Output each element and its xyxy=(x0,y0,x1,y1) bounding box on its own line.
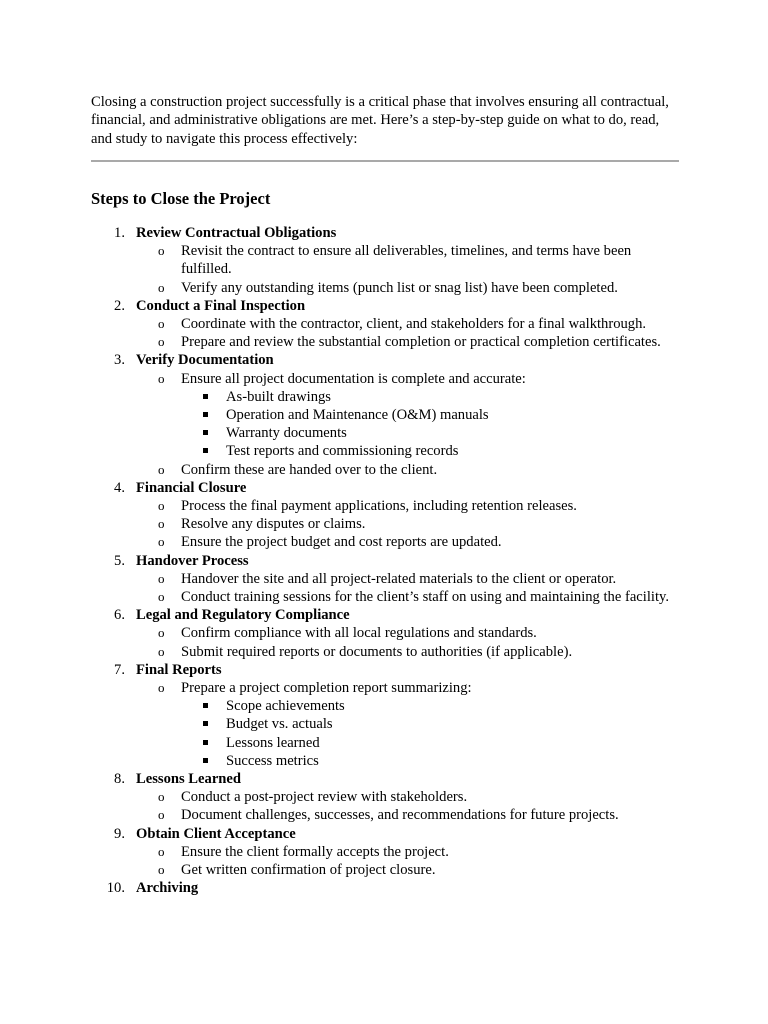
circle-bullet-icon: o xyxy=(158,625,165,641)
sub-list xyxy=(91,242,681,297)
nested-item-text: Budget vs. actuals xyxy=(226,716,333,733)
step-title: Obtain Client Acceptance xyxy=(136,825,296,842)
sub-item-text: Revisit the contract to ensure all deliverables, timelines, and terms have been fulfilled. xyxy=(181,243,632,278)
sub-item xyxy=(91,515,681,533)
sub-item xyxy=(91,497,681,515)
sub-item xyxy=(91,588,681,606)
sub-item-text: Submit required reports or documents to authorities (if applicable). xyxy=(181,643,573,660)
nested-item-text: Operation and Maintenance (O&M) manuals xyxy=(226,406,489,423)
step-title: Verify Documentation xyxy=(136,352,274,369)
nested-item xyxy=(91,715,681,733)
step-item xyxy=(91,770,681,825)
step-title: Handover Process xyxy=(136,552,249,569)
square-bullet-icon xyxy=(203,412,208,417)
sub-item-text: Document challenges, successes, and recommendations for future projects. xyxy=(181,807,619,824)
nested-item xyxy=(91,697,681,715)
nested-item xyxy=(91,388,681,406)
circle-bullet-icon: o xyxy=(158,843,165,859)
square-bullet-icon xyxy=(203,740,208,745)
circle-bullet-icon: o xyxy=(158,334,165,350)
sub-item xyxy=(91,333,681,351)
sub-list xyxy=(91,370,681,479)
sub-list xyxy=(91,315,681,351)
circle-bullet-icon: o xyxy=(158,570,165,586)
circle-bullet-icon: o xyxy=(158,679,165,695)
step-item xyxy=(91,879,681,897)
sub-list xyxy=(91,624,681,660)
nested-list xyxy=(181,697,681,770)
circle-bullet-icon: o xyxy=(158,789,165,805)
sub-item xyxy=(91,533,681,551)
circle-bullet-icon: o xyxy=(158,807,165,823)
square-bullet-icon xyxy=(203,721,208,726)
circle-bullet-icon: o xyxy=(158,588,165,604)
step-number: 5. xyxy=(114,552,125,569)
step-title: Review Contractual Obligations xyxy=(136,224,337,241)
nested-item-text: Success metrics xyxy=(226,752,319,769)
circle-bullet-icon: o xyxy=(158,516,165,532)
square-bullet-icon xyxy=(203,703,208,708)
square-bullet-icon xyxy=(203,448,208,453)
sub-item-text: Handover the site and all project-related materials to the client or operator. xyxy=(181,570,617,587)
sub-list xyxy=(91,679,681,770)
nested-item-text: Warranty documents xyxy=(226,425,347,442)
sub-item xyxy=(91,861,681,879)
sub-item xyxy=(91,461,681,479)
sub-item xyxy=(91,315,681,333)
sub-list xyxy=(91,570,681,606)
circle-bullet-icon: o xyxy=(158,643,165,659)
sub-item-text: Prepare and review the substantial completion or practical completion certificates. xyxy=(181,334,661,351)
intro-paragraph: Closing a construction project successfully is a critical phase that involves ensuring all contractual, financial, and administrative obligations are met. Here’s a step-by-step guide on what to do, read, and study to navigate this process effectively: xyxy=(91,94,669,147)
sub-list xyxy=(91,497,681,552)
circle-bullet-icon: o xyxy=(158,534,165,550)
sub-item xyxy=(91,570,681,588)
circle-bullet-icon: o xyxy=(158,370,165,386)
step-number: 8. xyxy=(114,770,125,787)
steps-list xyxy=(91,224,681,898)
nested-item xyxy=(91,424,681,442)
sub-item xyxy=(91,624,681,642)
sub-item-text: Verify any outstanding items (punch list or snag list) have been completed. xyxy=(181,279,618,296)
nested-item-text: As-built drawings xyxy=(226,388,331,405)
sub-item-text: Get written confirmation of project closure. xyxy=(181,862,436,878)
nested-item xyxy=(91,734,681,752)
step-number: 4. xyxy=(114,479,125,496)
square-bullet-icon xyxy=(203,758,208,763)
step-title: Conduct a Final Inspection xyxy=(136,297,306,314)
step-title: Financial Closure xyxy=(136,479,247,496)
nested-item xyxy=(91,442,681,460)
sub-item-text: Ensure the project budget and cost reports are updated. xyxy=(181,534,502,551)
nested-item xyxy=(91,752,681,770)
sub-item-text: Ensure the client formally accepts the project. xyxy=(181,843,449,860)
nested-item-text: Scope achievements xyxy=(226,698,345,715)
square-bullet-icon xyxy=(203,430,208,435)
horizontal-rule xyxy=(91,160,679,162)
sub-item-text: Process the final payment applications, including retention releases. xyxy=(181,497,577,514)
step-item xyxy=(91,351,681,478)
sub-item-text: Ensure all project documentation is complete and accurate: xyxy=(181,370,526,387)
step-number: 2. xyxy=(114,297,125,314)
circle-bullet-icon: o xyxy=(158,243,165,259)
sub-item xyxy=(91,643,681,661)
step-item xyxy=(91,661,681,770)
step-item xyxy=(91,297,681,352)
step-number: 6. xyxy=(114,607,125,624)
step-number: 7. xyxy=(114,661,125,678)
nested-list xyxy=(181,388,681,461)
step-title: Archiving xyxy=(136,880,199,897)
step-number: 3. xyxy=(114,352,125,369)
step-title: Legal and Regulatory Compliance xyxy=(136,607,350,624)
nested-item-text: Test reports and commissioning records xyxy=(226,443,459,460)
sub-item-text: Conduct training sessions for the client’s staff on using and maintaining the facility. xyxy=(181,588,669,605)
square-bullet-icon xyxy=(203,394,208,399)
step-item xyxy=(91,825,681,880)
sub-item-text: Conduct a post-project review with stakeholders. xyxy=(181,789,468,806)
document-page xyxy=(91,93,681,897)
step-title: Final Reports xyxy=(136,661,222,678)
circle-bullet-icon: o xyxy=(158,497,165,513)
sub-item-text: Resolve any disputes or claims. xyxy=(181,516,366,533)
sub-item xyxy=(91,806,681,824)
step-number: 9. xyxy=(114,825,125,842)
circle-bullet-icon: o xyxy=(158,315,165,331)
circle-bullet-icon: o xyxy=(158,461,165,477)
sub-item xyxy=(91,679,681,770)
nested-item-text: Lessons learned xyxy=(226,734,320,751)
circle-bullet-icon: o xyxy=(158,279,165,295)
sub-item xyxy=(91,242,681,278)
step-item xyxy=(91,479,681,552)
sub-list xyxy=(91,788,681,824)
sub-item xyxy=(91,788,681,806)
sub-item xyxy=(91,370,681,461)
nested-item xyxy=(91,406,681,424)
sub-item xyxy=(91,279,681,297)
step-item xyxy=(91,224,681,297)
sub-list xyxy=(91,843,681,879)
step-item xyxy=(91,606,681,661)
sub-item-text: Confirm these are handed over to the client. xyxy=(181,461,438,478)
sub-item-text: Confirm compliance with all local regulations and standards. xyxy=(181,625,537,642)
sub-item-text: Coordinate with the contractor, client, and stakeholders for a final walkthrough. xyxy=(181,315,647,332)
step-item xyxy=(91,552,681,607)
circle-bullet-icon: o xyxy=(158,862,165,877)
step-title: Lessons Learned xyxy=(136,770,242,787)
step-number: 1. xyxy=(114,224,125,241)
section-title: Steps to Close the Project xyxy=(91,188,271,208)
sub-item-text: Prepare a project completion report summarizing: xyxy=(181,679,472,696)
sub-item xyxy=(91,843,681,861)
step-number: 10. xyxy=(106,880,125,897)
